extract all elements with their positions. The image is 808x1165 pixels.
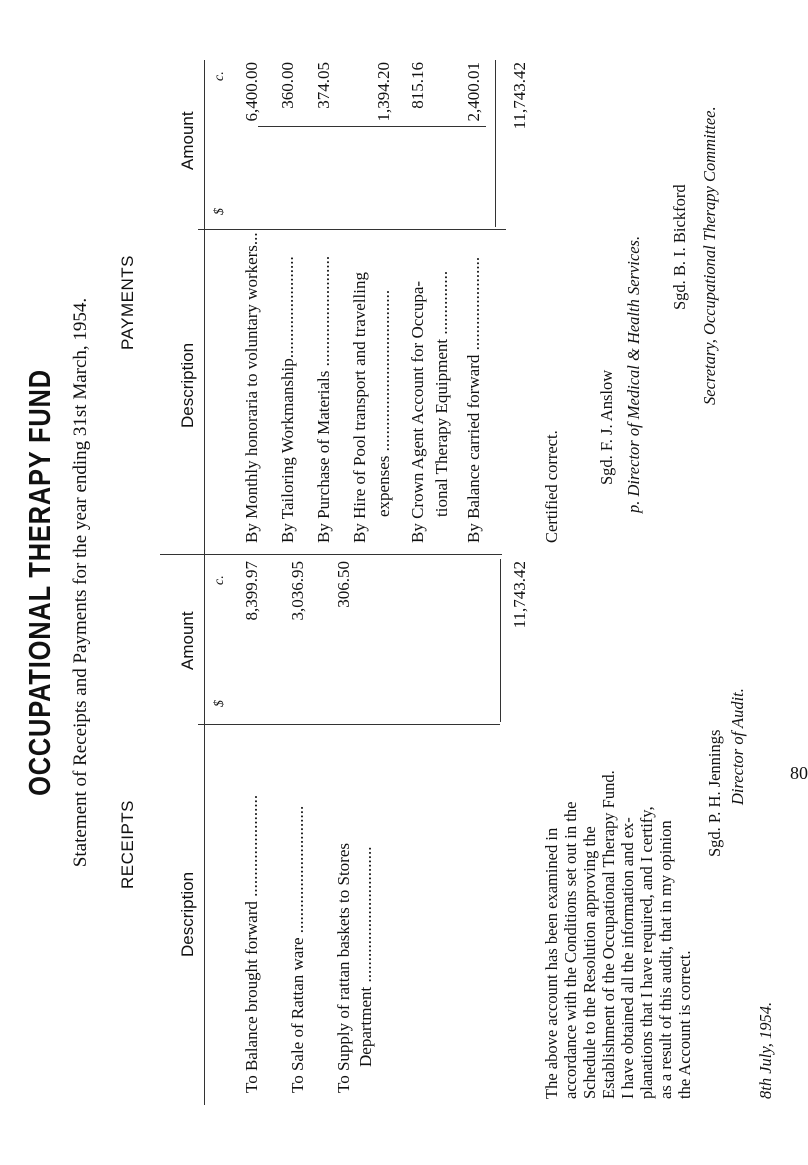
receipts-total: 11,743.42 bbox=[510, 561, 529, 629]
document-subtitle: Statement of Receipts and Payments for the year ending 31st March, 1954. bbox=[70, 297, 91, 868]
payment-row-6-text: By Balance carried forward ...................... bbox=[464, 256, 483, 543]
receipts-amount-header: Amount bbox=[178, 611, 197, 670]
page-number: 80 bbox=[790, 763, 808, 783]
receipts-description-header: Description bbox=[178, 871, 197, 957]
secretary-title: Secretary, Occupational Therapy Committee. bbox=[700, 106, 719, 405]
payment-row-2-text: By Tailoring Workmanship........................ bbox=[278, 256, 297, 543]
receipts-desc-rule bbox=[198, 724, 500, 725]
header-rule bbox=[204, 60, 205, 1105]
audit-line-4: Establishment of the Occupational Therapy Fund. bbox=[599, 770, 618, 1099]
payment-row-3-amount: 374.05 bbox=[314, 62, 333, 109]
receipts-total-rule bbox=[500, 559, 501, 722]
receipts-currency: $ bbox=[212, 700, 227, 707]
payments-cents: c. bbox=[212, 71, 227, 81]
payment-row-5-text: By Crown Agent Account for Occupa- bbox=[408, 280, 427, 543]
payment-row-2-amount: 360.00 bbox=[278, 62, 297, 109]
receipts-cents: c. bbox=[212, 575, 227, 585]
payment-row-3-text: By Purchase of Materials .......................... bbox=[314, 255, 333, 543]
receipt-row-1-amount: 8,399.97 bbox=[242, 561, 261, 621]
receipt-row-2-text: To Sale of Rattan ware .............................. bbox=[288, 805, 307, 1093]
audit-line-7: as a result of this audit, that in my opinion bbox=[656, 820, 675, 1099]
medical-signature: Sgd. F. J. Anslow bbox=[597, 369, 616, 485]
audit-line-6: planations that I have required, and I certify, bbox=[637, 806, 656, 1099]
audit-line-2: accordance with the Conditions set out in the bbox=[561, 801, 580, 1099]
payment-row-6-amount: 2,400.01 bbox=[464, 62, 483, 122]
payment-row-1-amount: 6,400.00 bbox=[242, 62, 261, 122]
medical-title: p. Director of Medical & Health Services. bbox=[624, 235, 643, 513]
payments-desc-rule bbox=[198, 229, 506, 230]
receipt-row-3-text-cont: Department ................................ bbox=[356, 846, 375, 1067]
payment-row-1-text: By Monthly honoraria to voluntary workers... bbox=[242, 232, 261, 543]
audit-line-1: The above account has been examined in bbox=[542, 827, 561, 1099]
payments-amount-header: Amount bbox=[178, 111, 197, 170]
payment-row-5-amount: 815.16 bbox=[408, 62, 427, 109]
payment-row-4-amount: 1,394.20 bbox=[374, 62, 393, 122]
auditor-signature: Sgd. P. H. Jennings bbox=[705, 729, 724, 857]
secretary-signature: Sgd. B. I. Bickford bbox=[670, 184, 689, 310]
receipt-row-3-amount: 306.50 bbox=[334, 561, 353, 608]
auditor-title: Director of Audit. bbox=[728, 688, 747, 805]
audit-line-8: the Account is correct. bbox=[675, 950, 694, 1099]
payment-row-5-text-cont: tional Therapy Equipment ............... bbox=[432, 270, 451, 517]
audit-date: 8th July, 1954. bbox=[756, 1001, 775, 1099]
receipt-row-2-amount: 3,036.95 bbox=[288, 561, 307, 621]
receipt-row-1-text: To Balance brought forward ........................ bbox=[242, 794, 261, 1093]
payment-row-4-text: By Hire of Pool transport and travelling bbox=[350, 271, 369, 543]
payments-total: 11,743.42 bbox=[510, 62, 529, 130]
receipt-row-3-text: To Supply of rattan baskets to Stores bbox=[334, 842, 353, 1093]
receipts-heading: RECEIPTS bbox=[118, 799, 137, 889]
document-title: OCCUPATIONAL THERAPY FUND bbox=[22, 369, 57, 796]
centre-rule bbox=[160, 554, 502, 555]
audit-line-5: I have obtained all the information and ex- bbox=[618, 817, 637, 1099]
payments-total-rule bbox=[495, 60, 496, 227]
payments-description-header: Description bbox=[178, 342, 197, 428]
certified-correct: Certified correct. bbox=[542, 430, 561, 543]
payment-row-4-text-cont: expenses ...................................... bbox=[374, 289, 393, 517]
audit-line-3: Schedule to the Resolution approving the bbox=[580, 826, 599, 1099]
payments-currency: $ bbox=[212, 208, 227, 215]
payments-heading: PAYMENTS bbox=[118, 255, 137, 350]
